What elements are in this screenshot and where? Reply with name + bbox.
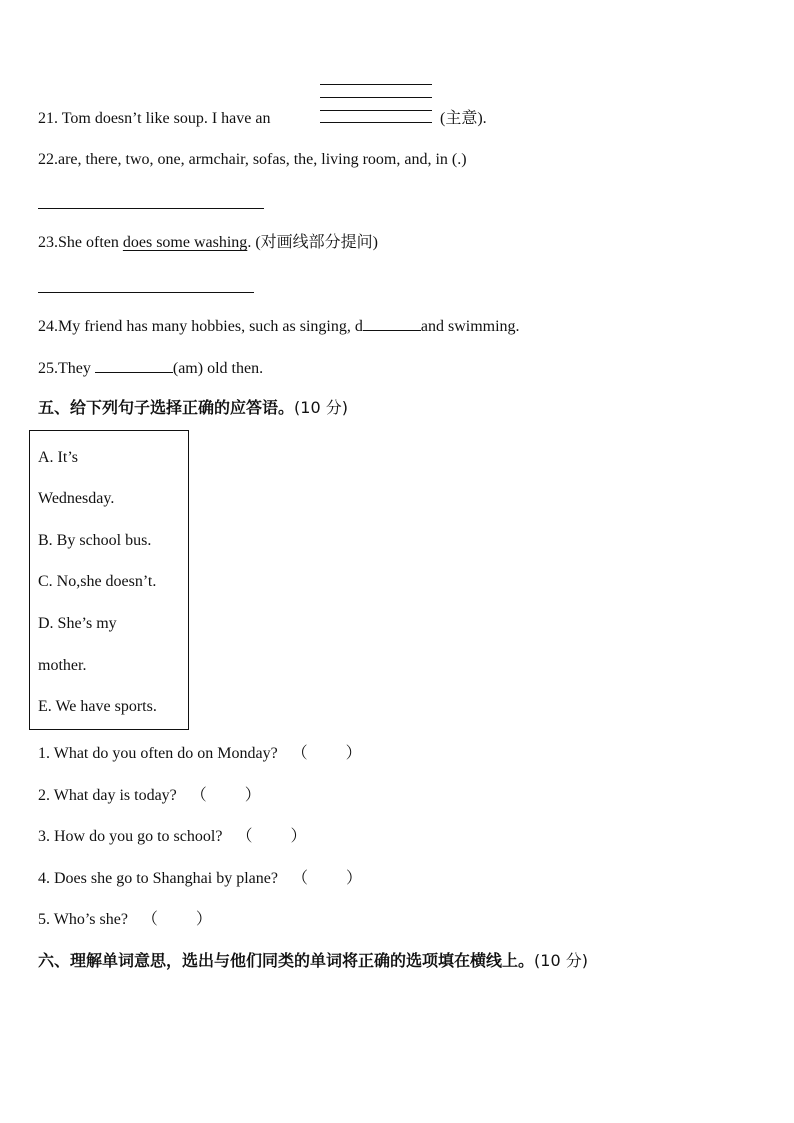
option-a-line-1: A. It’s [38, 449, 78, 466]
question-5-answer-paren[interactable]: （ ） [141, 911, 212, 928]
section-6-heading [38, 951, 588, 971]
q21-blank-line-1 [320, 84, 432, 85]
question-23 [38, 233, 378, 253]
q21-text: 21. Tom doesn’t like soup. I have an [38, 110, 271, 127]
question-5 [38, 910, 250, 930]
option-d-line-2: mother. [38, 657, 87, 674]
question-4-answer-paren[interactable]: （ ） [291, 870, 362, 887]
answer-options-box [29, 430, 189, 730]
q21-blank-line-2 [320, 97, 432, 98]
q22-answer-line[interactable] [38, 208, 264, 209]
question-5-text: 5. Who’s she? [38, 911, 128, 928]
section-5-score: (10 分) [294, 398, 348, 417]
section-6-title: 六、理解单词意思，选出与他们同类的单词将正确的选项填在横线上。 [38, 951, 535, 970]
question-3-text: 3. How do you go to school? [38, 828, 223, 845]
q23-answer-line[interactable] [38, 292, 254, 293]
question-4-text: 4. Does she go to Shanghai by plane? [38, 870, 278, 887]
q23-text: 23.She often [38, 234, 123, 251]
question-2 [38, 786, 299, 806]
question-1 [38, 744, 400, 764]
option-c: C. No,she doesn’t. [38, 573, 157, 590]
question-3-answer-paren[interactable]: （ ） [236, 828, 307, 845]
option-b: B. By school bus. [38, 532, 152, 549]
q21-blank-line-3 [320, 110, 432, 111]
section-6-score: (10 分) [534, 951, 588, 970]
question-21 [38, 109, 270, 129]
section-5-title: 五、给下列句子选择正确的应答语。 [38, 398, 295, 417]
q25-blank[interactable] [95, 358, 173, 373]
question-1-answer-paren[interactable]: （ ） [291, 745, 362, 762]
q21-hint: (主意). [440, 110, 487, 127]
q25-text-pre: 25.They [38, 360, 95, 377]
question-4 [38, 869, 400, 889]
option-a-line-2: Wednesday. [38, 490, 115, 507]
q23-underlined-phrase: does some washing [122, 234, 248, 251]
question-1-text: 1. What do you often do on Monday? [38, 745, 278, 762]
option-d-line-1: D. She’s my [38, 615, 117, 632]
question-25 [38, 358, 263, 379]
option-e: E. We have sports. [38, 698, 157, 715]
q22-text: 22.are, there, two, one, armchair, sofas, the, living room, and, in (.) [38, 151, 467, 168]
question-2-text: 2. What day is today? [38, 787, 177, 804]
q24-text-post: and swimming. [420, 318, 520, 335]
question-2-answer-paren[interactable]: （ ） [190, 787, 261, 804]
q25-text-post: (am) old then. [172, 360, 264, 377]
q24-text-pre: 24.My friend has many hobbies, such as singing, d [38, 318, 363, 335]
section-5-heading [38, 398, 348, 418]
question-22 [38, 150, 467, 170]
q24-blank[interactable] [363, 316, 421, 331]
q23-instruction: . (对画线部分提问) [247, 234, 378, 251]
question-24 [38, 316, 520, 337]
q21-blank-line-4 [320, 122, 432, 123]
question-3 [38, 827, 344, 847]
